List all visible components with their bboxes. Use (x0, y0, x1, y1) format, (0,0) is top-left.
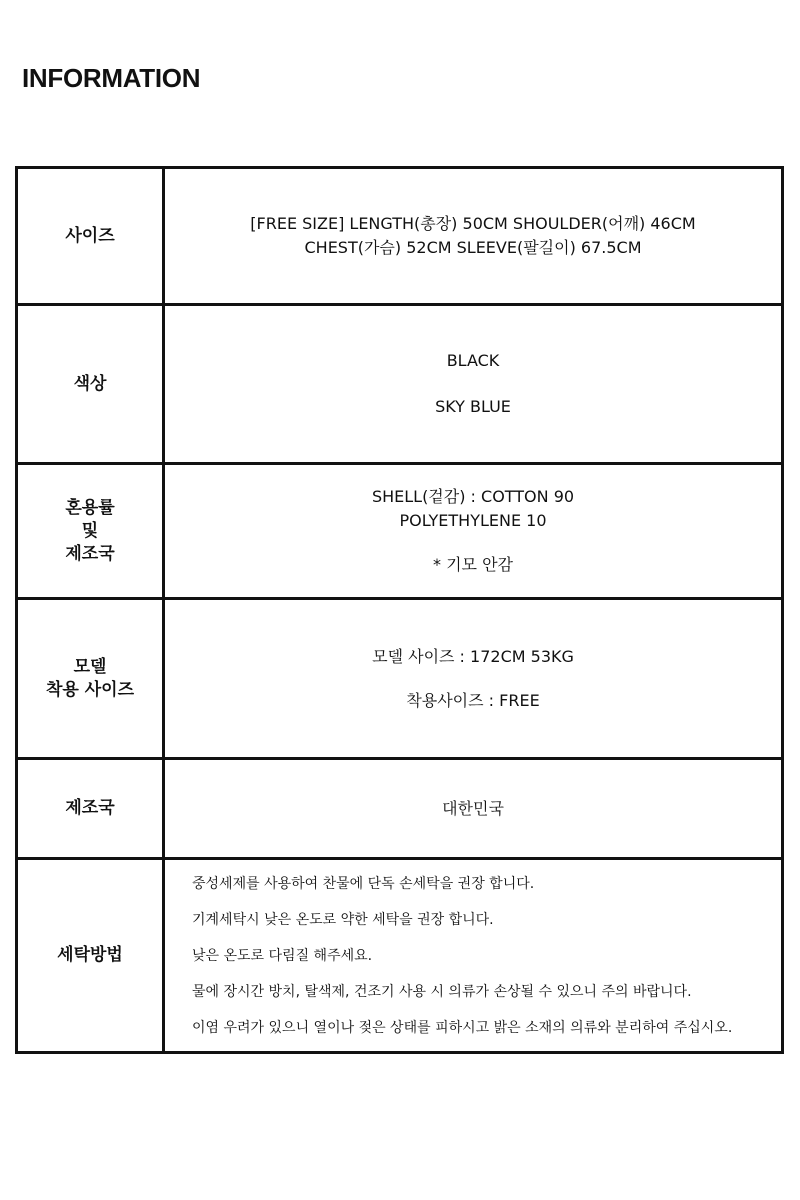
model-label-line-1: 모델 (73, 656, 107, 677)
model-label-cell (18, 600, 165, 757)
wash-instruction-2: 기계세탁시 낮은 온도로 약한 세탁을 권장 합니다. (192, 911, 494, 928)
origin-row (18, 760, 781, 860)
material-label-line-2: 및 (81, 520, 99, 541)
color-value-cell (165, 306, 781, 462)
wash-instruction-5: 이염 우려가 있으니 열이나 젖은 상태를 피하시고 밝은 소재의 의류와 분리하여 주십시오. (192, 1019, 733, 1036)
wash-instruction-4: 물에 장시간 방치, 탈색제, 건조기 사용 시 의류가 손상될 수 있으니 주의 바랍니다. (192, 983, 692, 1000)
color-option-black: BLACK (446, 351, 500, 370)
wash-instruction-1: 중성세제를 사용하여 찬물에 단독 손세탁을 권장 합니다. (192, 875, 535, 892)
wash-instructions (165, 860, 781, 1051)
material-label-line-3: 제조국 (65, 543, 115, 564)
wash-instruction-3: 낮은 온도로 다림질 해주세요. (192, 947, 373, 964)
wash-label: 세탁방법 (57, 945, 123, 965)
material-label-cell (18, 465, 165, 597)
origin-label-cell (18, 760, 165, 857)
model-size: 모델 사이즈 : 172CM 53KG (372, 646, 574, 666)
size-label: 사이즈 (65, 225, 115, 246)
size-value-cell (165, 169, 781, 303)
material-label-line-1: 혼용률 (65, 497, 115, 518)
origin-value: 대한민국 (442, 798, 504, 818)
material-poly-line: POLYETHYLENE 10 (399, 511, 547, 530)
page-title: INFORMATION (22, 63, 201, 93)
size-label-cell (18, 169, 165, 303)
model-value-cell (165, 600, 781, 757)
origin-label: 제조국 (65, 798, 115, 818)
origin-value-cell (165, 760, 781, 857)
color-label: 색상 (73, 373, 107, 394)
material-shell-line: SHELL(겉감) : COTTON 90 (371, 487, 575, 506)
model-row (18, 600, 781, 760)
color-label-cell (18, 306, 165, 462)
material-lining-note: * 기모 안감 (433, 555, 513, 574)
wash-label-cell (18, 860, 165, 1051)
material-value-cell (165, 465, 781, 597)
size-measurements-line-2: CHEST(가슴) 52CM SLEEVE(팔길이) 67.5CM (304, 238, 642, 257)
material-row (18, 465, 781, 600)
wash-row (18, 860, 781, 1051)
model-label-line-2: 착용 사이즈 (45, 679, 135, 700)
product-info-table (15, 166, 784, 1054)
size-measurements-line-1: [FREE SIZE] LENGTH(총장) 50CM SHOULDER(어깨) 46CM (250, 214, 696, 233)
color-row (18, 306, 781, 465)
size-row (18, 169, 781, 306)
model-fit-size: 착용사이즈 : FREE (406, 690, 540, 710)
color-option-sky-blue: SKY BLUE (435, 397, 511, 416)
